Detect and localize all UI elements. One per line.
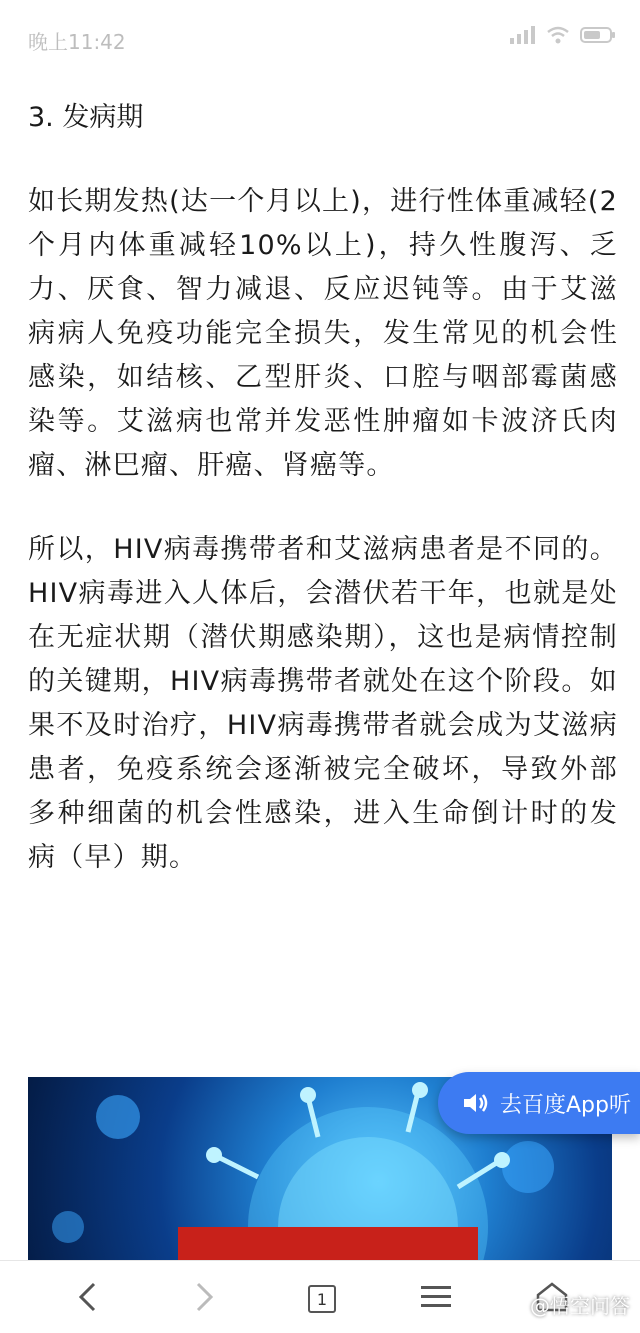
listen-button-label: 去百度App听 xyxy=(500,1092,631,1118)
tab-count: 1 xyxy=(308,1285,336,1313)
watermark-text: @悟空问答 xyxy=(530,1294,630,1318)
menu-icon xyxy=(420,1284,452,1310)
back-button[interactable] xyxy=(66,1275,110,1319)
menu-button[interactable] xyxy=(414,1275,458,1319)
paragraph-symptoms: 如长期发热(达一个月以上)，进行性体重减轻(2个月内体重减轻10%以上)，持久性腹泻、乏力、厌食、智力减退、反应迟钝等。由于艾滋病病人免疫功能完全损失，发生常见的机会性感染，如结核、乙型肝炎、口腔与咽部霉菌感染等。艾滋病也常并发恶性肿瘤如卡波济氏肉瘤、淋巴瘤、肝癌、肾癌等。 xyxy=(28,186,618,481)
chevron-right-icon xyxy=(192,1281,216,1313)
status-time: 晚上11:42 xyxy=(28,30,126,54)
battery-icon xyxy=(580,26,616,44)
section-title: 3. 发病期 xyxy=(28,102,144,133)
chat-bubble-icon xyxy=(502,1295,524,1315)
listen-in-app-button[interactable] xyxy=(438,1072,640,1134)
article-body xyxy=(28,96,618,920)
speaker-icon xyxy=(462,1091,490,1115)
signal-icon xyxy=(510,26,536,44)
forward-button[interactable] xyxy=(182,1275,226,1319)
wifi-icon xyxy=(546,26,570,44)
status-bar xyxy=(0,0,640,72)
watermark xyxy=(502,1290,630,1319)
paragraph-conclusion: 所以，HIV病毒携带者和艾滋病患者是不同的。HIV病毒进入人体后，会潜伏若干年，也就是处在无症状期（潜伏期感染期），这也是病情控制的关键期，HIV病毒携带者就处在这个阶段。如果不及时治疗，HIV病毒携带者就会成为艾滋病患者，免疫系统会逐渐被完全破坏，导致外部多种细菌的机会性感染，进入生命倒计时的发病（早）期。 xyxy=(28,534,618,873)
chevron-left-icon xyxy=(76,1281,100,1313)
status-icons xyxy=(510,26,616,44)
tabs-button[interactable] xyxy=(298,1275,342,1319)
